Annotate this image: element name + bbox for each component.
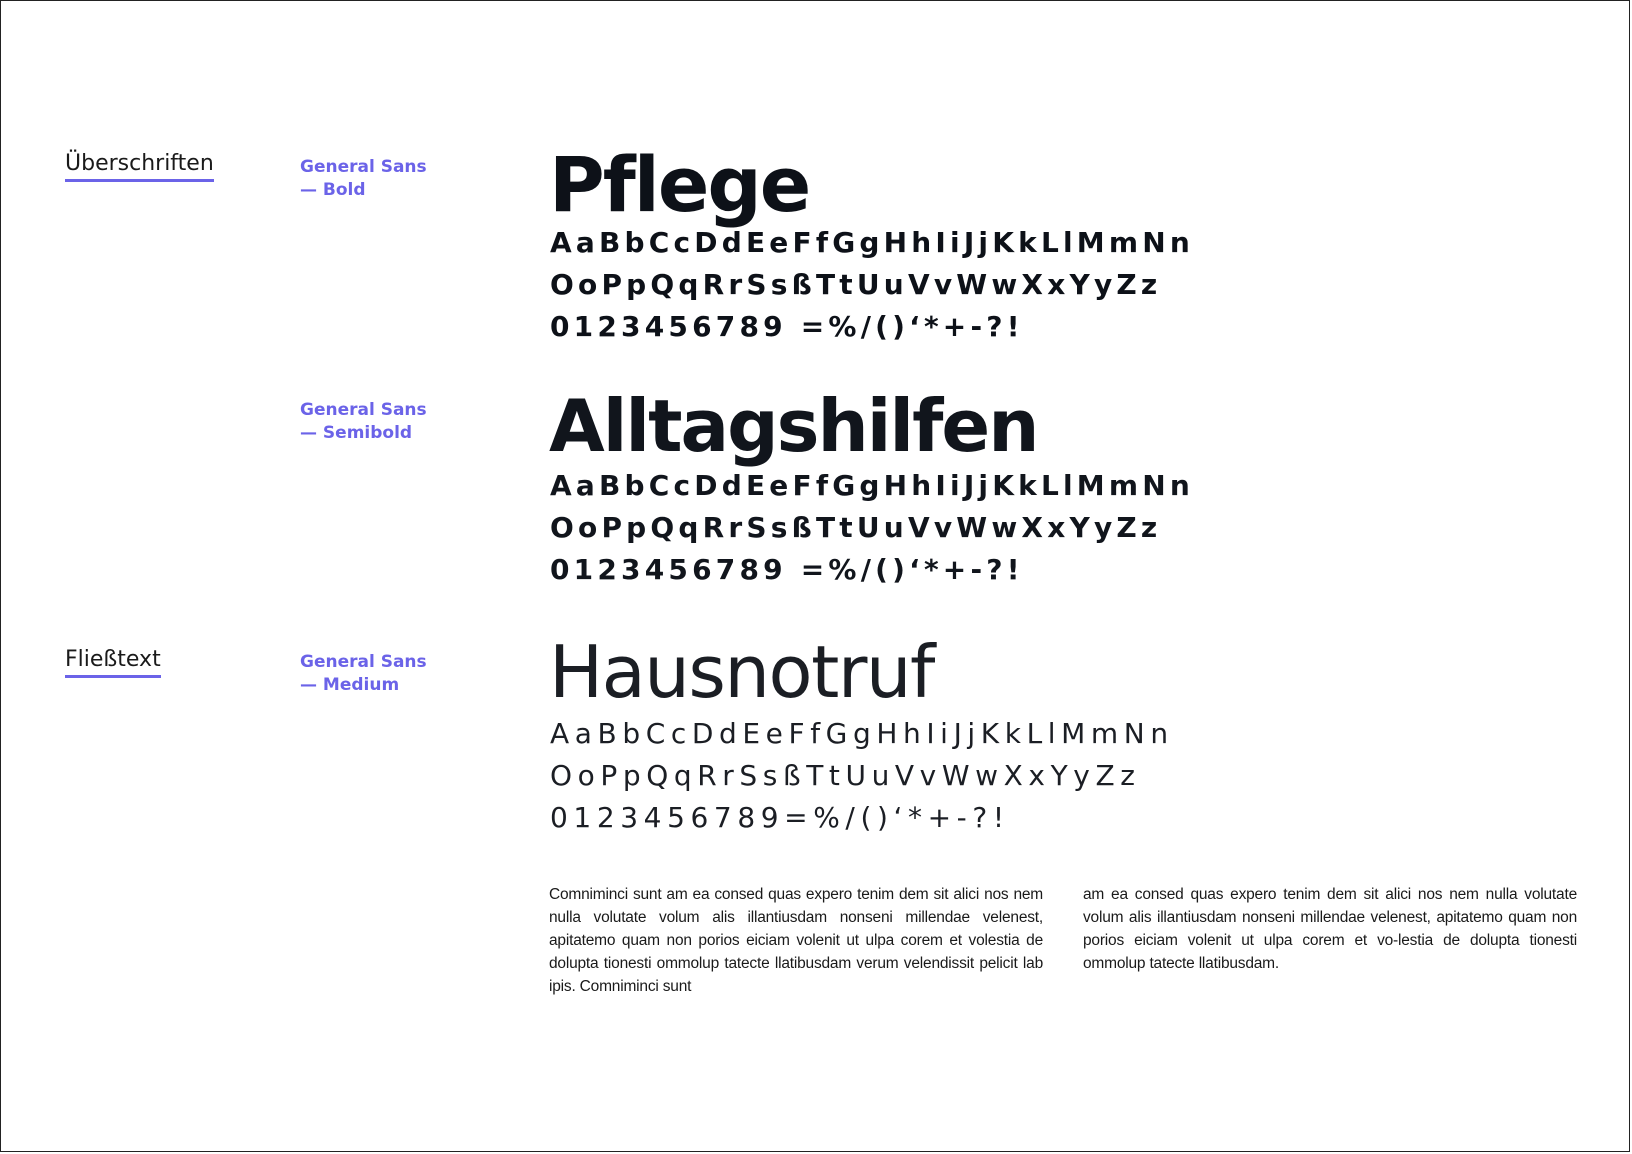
glyph-row-uppercase-o-z: OoPpQqRrSsßTtUuVvWwXxYyZz	[550, 511, 1162, 544]
glyph-row-uppercase-o-z: OoPpQqRrSsßTtUuVvWwXxYyZz	[550, 268, 1162, 301]
glyph-row-uppercase-a-n: AaBbCcDdEeFfGgHhIiJjKkLlMmNn	[550, 469, 1194, 502]
font-weight-label: — Bold	[300, 180, 366, 200]
glyph-row-uppercase-o-z: OoPpQqRrSsßTtUuVvWwXxYyZz	[550, 759, 1141, 792]
font-name-semibold	[300, 399, 427, 445]
sample-word-semibold: Alltagshilfen	[549, 384, 1038, 468]
font-weight-label: — Medium	[300, 675, 400, 695]
font-weight-label: — Semibold	[300, 423, 413, 443]
glyph-row-uppercase-a-n: AaBbCcDdEeFfGgHhIiJjKkLlMmNn	[550, 226, 1194, 259]
font-family-label: General Sans	[300, 652, 427, 672]
glyph-row-uppercase-a-n: AaBbCcDdEeFfGgHhIiJjKkLlMmNn	[550, 717, 1174, 750]
sample-word-bold: Pflege	[549, 140, 810, 229]
body-text-column-2: am ea consed quas expero tenim dem sit alici nos nem nulla volutate volum alis illantiusdam nonseni millendae velenest, apitatemo quam non porios eiciam volenit ut ulpa corem et vo-lestia de dolupta tionesti ommolup tatecte llatibusdam.	[1083, 886, 1577, 972]
glyph-set-bold	[550, 222, 1194, 348]
glyph-set-medium	[550, 713, 1174, 839]
font-name-bold	[300, 156, 427, 202]
font-name-medium	[300, 651, 427, 697]
glyph-row-numbers-symbols: 0123456789=%/()‘*+-?!	[550, 801, 1010, 834]
body-text-column-1: Comniminci sunt am ea consed quas expero tenim dem sit alici nos nem nulla volutate volum alis illantiusdam nonseni millendae velenest, apitatemo quam non porios eiciam volenit ut ulpa corem et volestia de dolupta tionesti ommolup tatecte llatibusdam verum velendissit pelicit lab ipis. Comniminci sunt	[549, 886, 1043, 995]
glyph-set-semibold	[550, 465, 1194, 591]
headings-category-label: Überschriften	[65, 151, 214, 182]
font-family-label: General Sans	[300, 157, 427, 177]
glyph-row-numbers-symbols: 0123456789 =%/()‘*+-?!	[550, 553, 1024, 586]
font-family-label: General Sans	[300, 400, 427, 420]
glyph-row-numbers-symbols: 0123456789 =%/()‘*+-?!	[550, 310, 1024, 343]
body-text-category-label: Fließtext	[65, 647, 161, 678]
sample-word-medium: Hausnotruf	[549, 630, 934, 714]
